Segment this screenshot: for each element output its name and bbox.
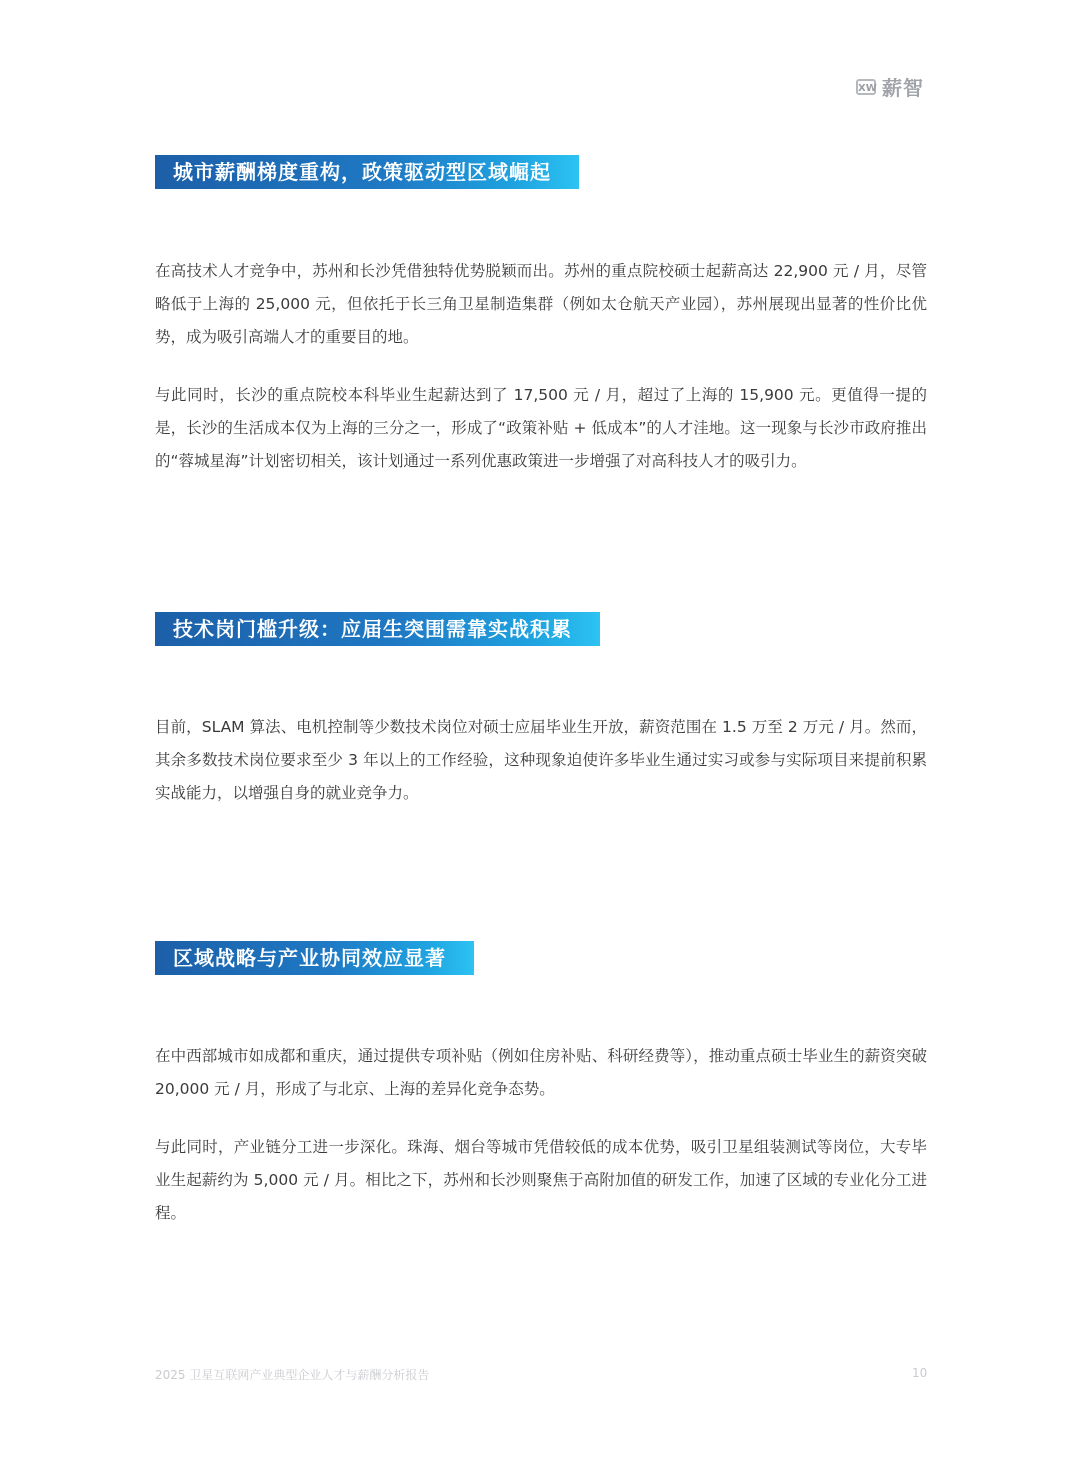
page-number: 10 (912, 1366, 928, 1380)
paragraph: 与此同时，产业链分工进一步深化。珠海、烟台等城市凭借较低的成本优势，吸引卫星组装测试等岗位，大专毕业生起薪约为 5,000 元 / 月。相比之下，苏州和长沙则聚焦于高附加值的研发工作，加速了区域的专业化分工进程。 (155, 1138, 927, 1222)
paragraph: 目前，SLAM 算法、电机控制等少数技术岗位对硕士应届毕业生开放，薪资范围在 1.5 万至 2 万元 / 月。然而，其余多数技术岗位要求至少 3 年以上的工作经验，这种现象迫使许多毕业生通过实习或参与实际项目来提前积累实战能力，以增强自身的就业竞争力。 (155, 718, 927, 802)
logo-text: 薪智 (882, 76, 924, 100)
section-heading: 区域战略与产业协同效应显著 (155, 941, 474, 975)
logo-icon: XW (856, 79, 876, 95)
paragraph: 在中西部城市如成都和重庆，通过提供专项补贴（例如住房补贴、科研经费等），推动重点硕士毕业生的薪资突破 20,000 元 / 月，形成了与北京、上海的差异化竞争态势。 (155, 1047, 927, 1098)
section-city-salary (155, 155, 927, 478)
section-tech-threshold (155, 612, 927, 810)
section-heading: 技术岗门槛升级：应届生突围需靠实战积累 (155, 612, 600, 646)
section-heading: 城市薪酬梯度重构，政策驱动型区域崛起 (155, 155, 579, 189)
brand-logo (856, 72, 924, 101)
paragraph: 在高技术人才竞争中，苏州和长沙凭借独特优势脱颖而出。苏州的重点院校硕士起薪高达 22,900 元 / 月，尽管略低于上海的 25,000 元，但依托于长三角卫星制造集群（例如太仓航天产业园），苏州展现出显著的性价比优势，成为吸引高端人才的重要目的地。 (155, 262, 927, 346)
footer-report-title: 2025 卫星互联网产业典型企业人才与薪酬分析报告 (155, 1368, 430, 1382)
section-regional-strategy (155, 941, 927, 1230)
paragraph: 与此同时，长沙的重点院校本科毕业生起薪达到了 17,500 元 / 月，超过了上海的 15,900 元。更值得一提的是，长沙的生活成本仅为上海的三分之一，形成了“政策补贴 + 低成本”的人才洼地。这一现象与长沙市政府推出的“蓉城星海”计划密切相关，该计划通过一系列优惠政策进一步增强了对高科技人才的吸引力。 (155, 386, 927, 470)
